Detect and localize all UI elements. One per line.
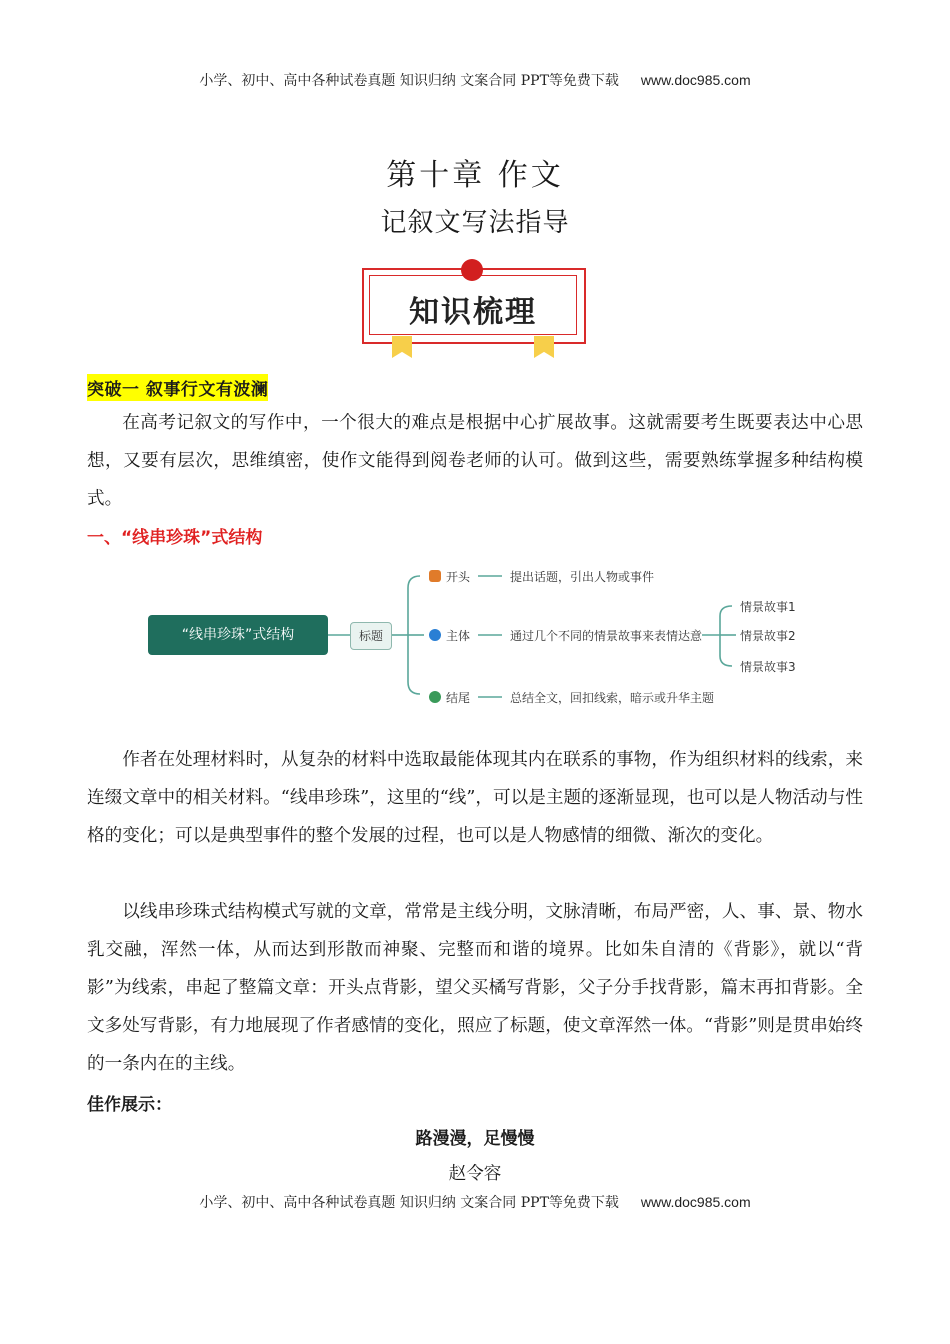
story-2: 情景故事2 <box>740 629 796 643</box>
structure-heading: 一、“线串珍珠”式结构 <box>87 528 263 548</box>
ribbon-left-icon <box>392 336 412 358</box>
story-3: 情景故事3 <box>740 660 796 674</box>
box-icon <box>429 570 441 582</box>
badge-dot-icon <box>461 259 483 281</box>
globe-icon <box>429 691 441 703</box>
essay-title: 路漫漫，足慢慢 <box>415 1129 535 1149</box>
ribbon-right-icon <box>534 336 554 358</box>
mindmap-root: “线串珍珠”式结构 <box>148 615 328 655</box>
paragraph-intro: 在高考记叙文的写作中，一个很大的难点是根据中心扩展故事。这就需要考生既要表达中心思想，又要有层次，思维缜密，使作文能得到阅卷老师的认可。做到这些，需要熟练掌握多种结构模式。 <box>87 413 863 509</box>
footer-text: 小学、初中、高中各种试卷真题 知识归纳 文案合同 PPT等免费下载 <box>199 1195 619 1211</box>
knowledge-badge <box>360 258 588 360</box>
header-url[interactable]: www.doc985.com <box>640 72 751 88</box>
branch-end-desc: 总结全文，回扣线索，暗示或升华主题 <box>510 691 715 705</box>
branch-start-label: 开头 <box>446 570 471 584</box>
badge-text: 知识梳理 <box>409 295 537 330</box>
mindmap <box>140 560 820 710</box>
branch-end-label: 结尾 <box>446 691 471 705</box>
header-text: 小学、初中、高中各种试卷真题 知识归纳 文案合同 PPT等免费下载 <box>199 73 619 89</box>
connector-stories <box>720 606 732 666</box>
branch-start-desc: 提出话题，引出人物或事件 <box>510 570 655 584</box>
paragraph-explain: 作者在处理材料时，从复杂的材料中选取最能体现其内在联系的事物，作为组织材料的线索，来连缀文章中的相关材料。“线串珍珠”，这里的“线”，可以是主题的逐渐显现，也可以是人物活动与性格的变化；可以是典型事件的整个发展的过程，也可以是人物感情的细微、渐次的变化。 <box>87 750 863 846</box>
section-heading: 突破一 叙事行文有波澜 <box>87 374 268 401</box>
page-header <box>0 70 950 90</box>
paragraph-example: 以线串珍珠式结构模式写就的文章，常常是主线分明，文脉清晰，布局严密，人、事、景、物水乳交融，浑然一体，从而达到形散而神聚、完整而和谐的境界。比如朱自清的《背影》，就以“背影”为线索，串起了整篇文章：开头点背影，望父买橘写背影，父子分手找背影，篇末再扣背影。全文多处写背影，有力地展现了作者感情的变化，照应了标题，使文章浑然一体。“背影”则是贯串始终的一条内在的主线。 <box>87 902 863 1074</box>
branch-body-label: 主体 <box>446 629 471 643</box>
story-1: 情景故事1 <box>740 600 796 614</box>
branch-body-desc: 通过几个不同的情景故事来表情达意 <box>510 629 703 643</box>
page-footer <box>0 1192 950 1212</box>
showcase-heading: 佳作展示： <box>87 1095 172 1115</box>
mindmap-tag: 标题 <box>350 622 392 650</box>
target-icon <box>429 629 441 641</box>
subtitle: 记叙文写法指导 <box>380 208 570 238</box>
essay-author: 赵令容 <box>448 1164 502 1184</box>
footer-url[interactable]: www.doc985.com <box>640 1194 751 1210</box>
chapter-title: 第十章 作文 <box>386 158 564 193</box>
